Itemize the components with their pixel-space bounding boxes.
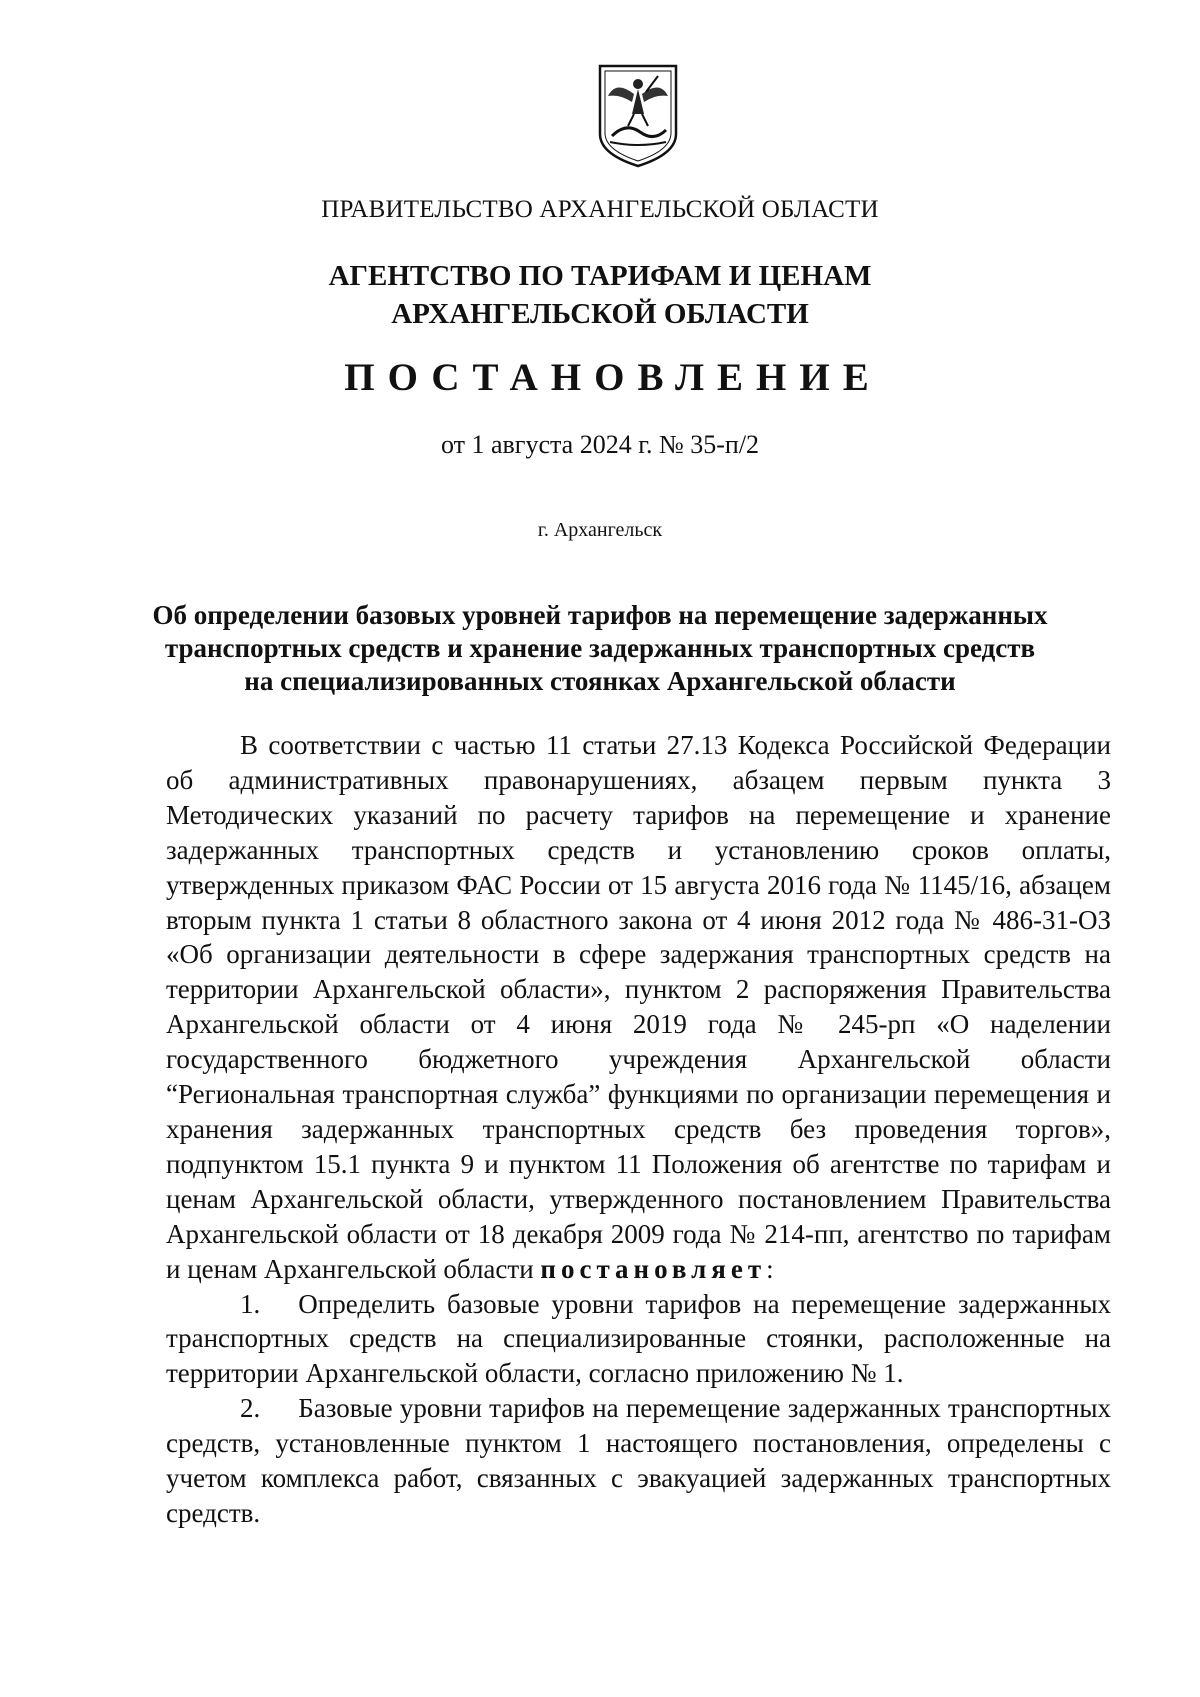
agency-name-line: АРХАНГЕЛЬСКОЙ ОБЛАСТИ [391, 298, 809, 330]
list-item-number: 2. [240, 1393, 261, 1424]
list-item-number: 1. [240, 1288, 261, 1319]
arkhangelsk-coat-of-arms-icon [596, 62, 680, 170]
list-item [166, 1287, 1111, 1392]
resolves-colon: : [766, 1253, 774, 1284]
resolves-word: постановляет [540, 1253, 767, 1284]
subject-line: Об определении базовых уровней тарифов на перемещение задержанных [152, 600, 1048, 630]
list-item [166, 1391, 1111, 1531]
agency-name [0, 257, 1200, 333]
city: г. Архангельск [537, 519, 663, 541]
preamble-paragraph [166, 728, 1111, 1287]
list-item-text: Определить базовые уровни тарифов на перемещение задержанных транспортных средств на специализированные стоянки, расположенные на территории Архангельской области, согласно приложению № 1. [166, 1288, 1111, 1389]
document-subject [0, 599, 1200, 698]
preamble-text: В соответствии с частью 11 статьи 27.13 Кодекса Российской Федерации об административных правонарушениях, абзацем первым пункта 3 Методических указаний по расчету тарифов на перемещение и хранение задержанных транспортных средств и установлению сроков оплаты, утвержденных приказом ФАС России от 15 августа 2016 года № 1145/16, абзацем вторым пункта 1 статьи 8 областного закона от 4 июня 2012 года № 486-31-ОЗ «Об организации деятельности в сфере задержания транспортных средств на территории Архангельской области», пунктом 2 распоряжения Правительства Архангельской области от 4 июня 2019 года № 245-рп «О наделении государственного бюджетного учреждения Архангельской области “Региональная транспортная служба” функциями по организации перемещения и хранения задержанных транспортных средств без проведения торгов», подпунктом 15.1 пункта 9 и пунктом 11 Положения об агентстве по тарифам и ценам Архангельской области, утвержденного постановлением Правительства Архангельской области от 18 декабря 2009 года № 214-пп, агентство по тарифам и ценам Архангельской области [166, 730, 1111, 1284]
agency-name-line: АГЕНТСТВО ПО ТАРИФАМ И ЦЕНАМ [328, 260, 872, 292]
document-body [166, 728, 1111, 1531]
document-type: ПОСТАНОВЛЕНИЕ [344, 356, 882, 399]
document-date-number: от 1 августа 2024 г. № 35-п/2 [440, 430, 760, 459]
subject-line: транспортных средств и хранение задержанных транспортных средств [164, 633, 1036, 663]
government-name: ПРАВИТЕЛЬСТВО АРХАНГЕЛЬСКОЙ ОБЛАСТИ [321, 196, 879, 223]
subject-line: на специализированных стоянках Архангельской области [244, 666, 956, 696]
list-item-text: Базовые уровни тарифов на перемещение задержанных транспортных средств, установленные пунктом 1 настоящего постановления, определены с учетом комплекса работ, связанных с эвакуацией задержанных транспортных средств. [166, 1393, 1111, 1528]
